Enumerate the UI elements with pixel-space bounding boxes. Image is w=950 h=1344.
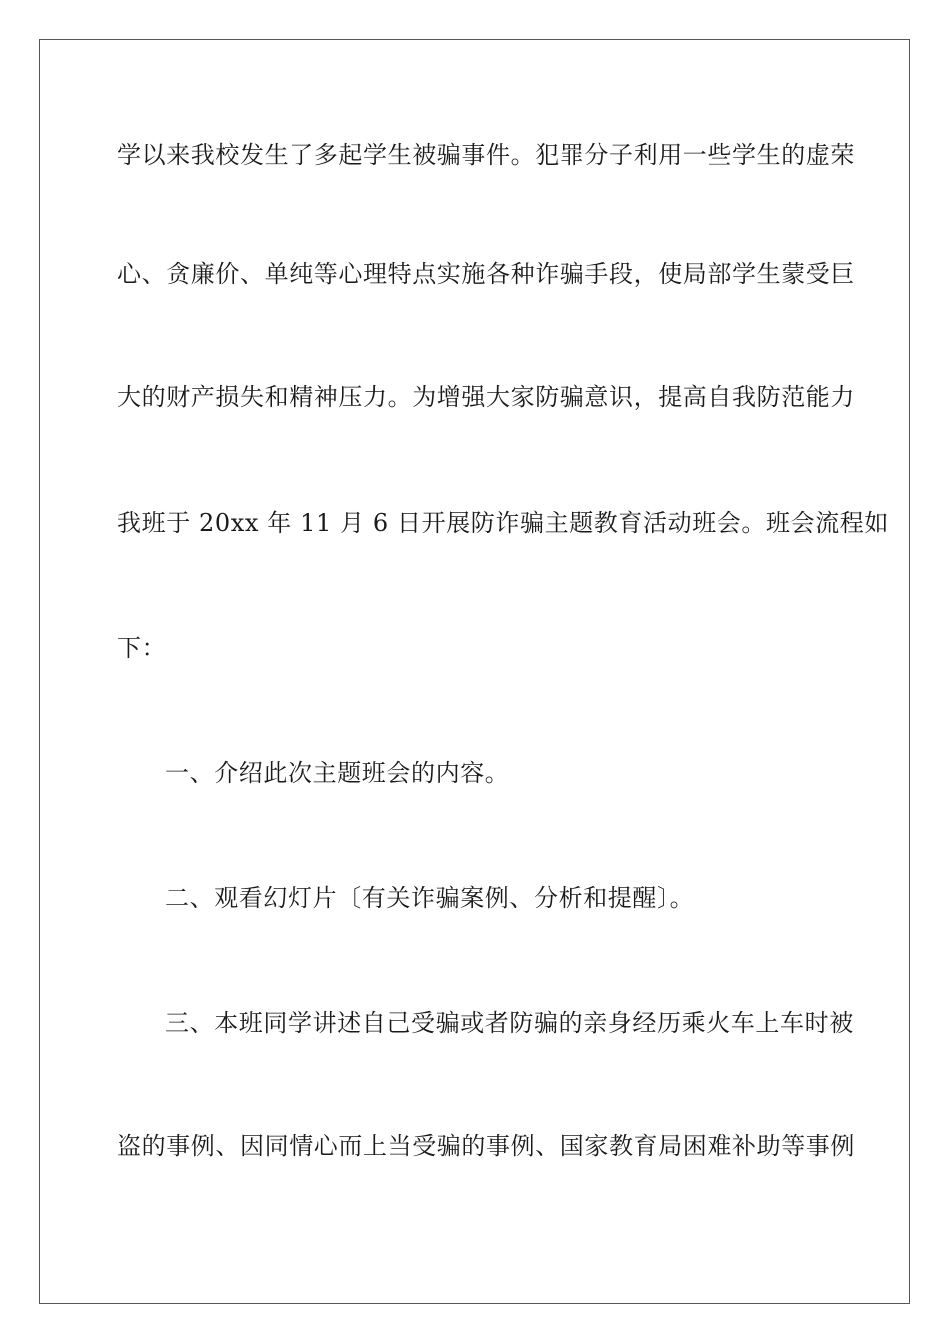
body-text-line-5: 下： bbox=[117, 634, 167, 662]
list-item-2: 二、观看幻灯片〔有关诈骗案例、分析和提醒〕。 bbox=[165, 884, 695, 912]
list-item-1: 一、介绍此次主题班会的内容。 bbox=[165, 759, 510, 787]
body-text-line-9: 盗的事例、因同情心而上当受骗的事例、国家教育局困难补助等事例 bbox=[117, 1132, 855, 1160]
page-border bbox=[39, 39, 910, 1304]
body-text-line-2: 心、贪廉价、单纯等心理特点实施各种诈骗手段，使局部学生蒙受巨 bbox=[117, 260, 855, 288]
list-item-3: 三、本班同学讲述自己受骗或者防骗的亲身经历乘火车上车时被 bbox=[165, 1009, 854, 1037]
body-text-line-1: 学以来我校发生了多起学生被骗事件。犯罪分子利用一些学生的虚荣 bbox=[117, 141, 855, 169]
body-text-line-3: 大的财产损失和精神压力。为增强大家防骗意识，提高自我防范能力 bbox=[117, 383, 855, 411]
body-text-line-4: 我班于 20xx 年 11 月 6 日开展防诈骗主题教育活动班会。班会流程如 bbox=[117, 509, 889, 537]
